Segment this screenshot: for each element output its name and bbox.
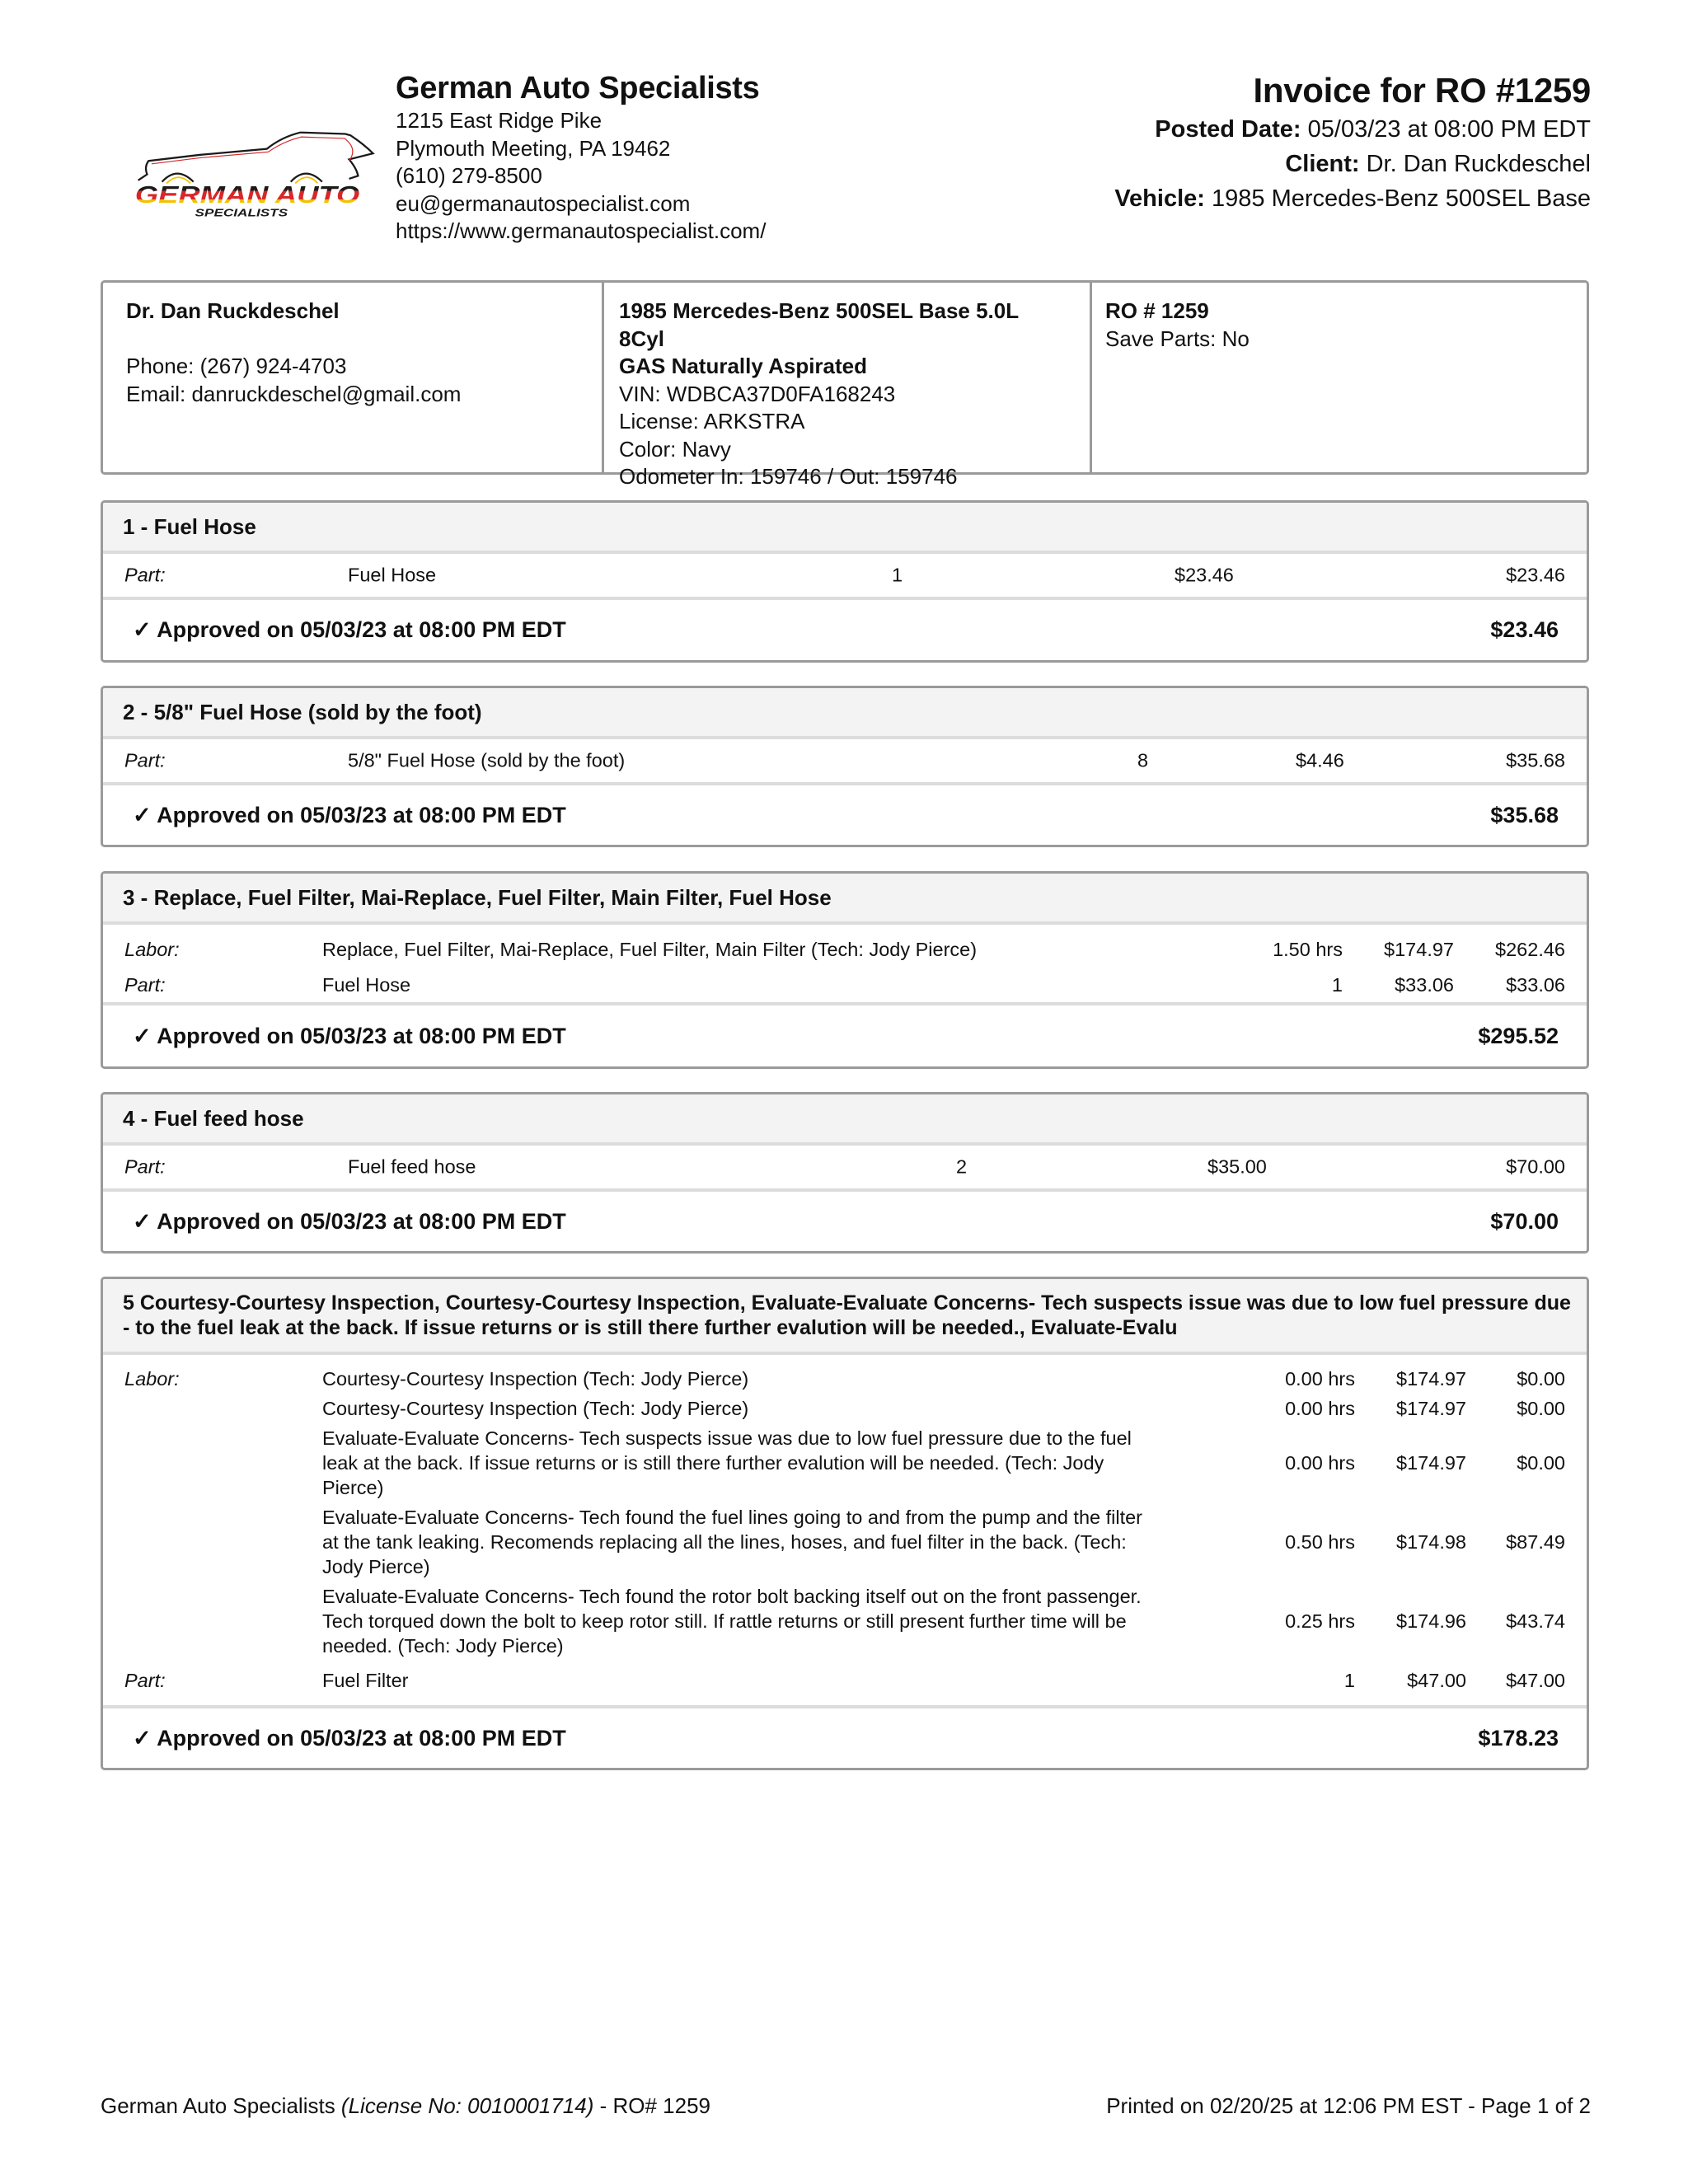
line-qty: 2: [956, 1155, 968, 1178]
line-rate: $174.96: [1396, 1610, 1466, 1632]
line-desc: Fuel Filter: [322, 1670, 409, 1691]
line-total: $43.74: [1506, 1610, 1565, 1632]
line-qty: 8: [1137, 749, 1149, 771]
vehicle-license: License: ARKSTRA: [619, 409, 805, 434]
line-total: $262.46: [1495, 939, 1565, 960]
line-desc: Evaluate-Evaluate Concerns- Tech suspects issue was due to low fuel pressure due to the fuel leak at the back. If issue returns or is still there further evalution will be needed. (Tech: Jody Pierce): [322, 1427, 1132, 1498]
job-title: 1 - Fuel Hose: [103, 503, 1587, 554]
line-desc: Evaluate-Evaluate Concerns- Tech found the rotor bolt backing itself out on the front passenger. Tech torqued down the bolt to keep rotor still. If rattle returns or still present further time will be needed. (Tech: Jody Pierce): [322, 1586, 1142, 1657]
page-footer-left: [101, 2093, 710, 2119]
line-item: [103, 739, 1587, 782]
footer-ro: - RO# 1259: [593, 2093, 711, 2118]
company-address-line2: Plymouth Meeting, PA 19462: [396, 135, 671, 161]
job-total: $178.23: [1478, 1725, 1559, 1750]
line-item: [103, 1146, 1587, 1188]
line-type: Labor:: [124, 939, 180, 960]
info-box: [101, 280, 1589, 489]
invoice-header: [1114, 69, 1591, 216]
line-rate: $174.97: [1396, 1398, 1466, 1419]
client: [1114, 147, 1591, 181]
car-outline-logo-icon: [120, 122, 377, 219]
job-total: $295.52: [1478, 1023, 1559, 1048]
svg-text:SPECIALISTS: SPECIALISTS: [195, 207, 288, 219]
job-title: 4 - Fuel feed hose: [103, 1094, 1587, 1146]
line-qty: 0.00 hrs: [1285, 1398, 1355, 1419]
company-email[interactable]: eu@germanautospecialist.com: [396, 190, 691, 216]
line-type: Part:: [124, 749, 166, 771]
line-desc: Courtesy-Courtesy Inspection (Tech: Jody Pierce): [322, 1398, 749, 1419]
company-website[interactable]: https://www.germanautospecialist.com/: [396, 218, 767, 243]
line-type: [124, 1396, 322, 1421]
vehicle-color: Color: Navy: [619, 436, 731, 462]
job-footer: [103, 785, 1587, 845]
job-section-2: [101, 686, 1589, 847]
line-type: [124, 1584, 322, 1658]
vehicle-label: Vehicle:: [1114, 185, 1205, 212]
line-total: $87.49: [1506, 1531, 1565, 1553]
job-lines: [103, 554, 1587, 600]
line-qty: 0.00 hrs: [1285, 1368, 1355, 1390]
line-total: $0.00: [1517, 1452, 1565, 1474]
company-name: German Auto Specialists: [396, 71, 760, 105]
customer-phone: Phone: (267) 924-4703: [126, 354, 347, 378]
line-rate: $47.00: [1407, 1670, 1466, 1691]
job-title-line2: - to the fuel leak at the back. If issue returns or is still there further evalution will be needed., Evaluate-Evalu: [123, 1316, 1178, 1339]
posted-date: [1114, 112, 1591, 147]
vehicle-title-line2: GAS Naturally Aspirated: [619, 354, 868, 378]
client-value: Dr. Dan Ruckdeschel: [1366, 151, 1591, 177]
line-qty: 1: [1343, 1670, 1355, 1691]
line-qty: 0.00 hrs: [1285, 1452, 1355, 1474]
line-type: Part:: [124, 1155, 166, 1178]
job-title: [103, 1279, 1587, 1355]
line-type: Labor:: [124, 1368, 180, 1390]
vehicle-odometer: Odometer In: 159746 / Out: 159746: [619, 464, 958, 489]
job-title: 2 - 5/8" Fuel Hose (sold by the foot): [103, 688, 1587, 739]
line-desc: Fuel feed hose: [348, 1155, 476, 1178]
job-section-3: [101, 871, 1589, 1069]
svg-text:GERMAN AUTO: GERMAN AUTO: [134, 182, 360, 209]
company-phone: (610) 279-8500: [396, 163, 542, 188]
line-desc: Fuel Hose: [348, 564, 437, 586]
line-rate: $35.00: [1207, 1155, 1267, 1178]
company-info: [396, 69, 766, 246]
vehicle-info: [604, 283, 1092, 489]
job-total: $70.00: [1490, 1208, 1559, 1234]
ro-number: RO # 1259: [1105, 298, 1209, 323]
line-type: Part:: [124, 564, 166, 586]
posted-date-label: Posted Date:: [1155, 116, 1301, 143]
vehicle-title-line1: 1985 Mercedes-Benz 500SEL Base 5.0L 8Cyl: [619, 298, 1019, 351]
approved-status: ✓ Approved on 05/03/23 at 08:00 PM EDT: [133, 1725, 566, 1750]
line-type: Part:: [124, 1670, 166, 1691]
job-footer: [103, 1192, 1587, 1251]
customer-name: Dr. Dan Ruckdeschel: [126, 298, 340, 323]
job-footer: [103, 600, 1587, 660]
footer-license: (License No: 0010001714): [340, 2093, 594, 2118]
company-address-line1: 1215 East Ridge Pike: [396, 108, 603, 133]
line-total: $70.00: [1506, 1155, 1565, 1178]
job-footer: [103, 1708, 1587, 1768]
page-footer-right: Printed on 02/20/25 at 12:06 PM EST - Page 1 of 2: [1106, 2093, 1591, 2118]
line-desc: 5/8" Fuel Hose (sold by the foot): [348, 749, 626, 771]
job-lines: [103, 1355, 1587, 1708]
approved-status: ✓ Approved on 05/03/23 at 08:00 PM EDT: [133, 802, 566, 827]
line-rate: $33.06: [1395, 974, 1454, 996]
line-desc: Evaluate-Evaluate Concerns- Tech found the fuel lines going to and from the pump and the filter at the tank leaking. Recomends replacing all the lines, hoses, and fuel filter in the back. (Tech: Jody Pierce): [322, 1507, 1143, 1577]
vehicle-vin: VIN: WDBCA37D0FA168243: [619, 381, 896, 406]
job-section-5: [101, 1277, 1589, 1770]
invoice-title: Invoice for RO #1259: [1253, 71, 1591, 110]
job-section-4: [101, 1092, 1589, 1254]
line-total: $35.68: [1506, 749, 1565, 771]
line-rate: $174.98: [1396, 1531, 1466, 1553]
customer-info: [103, 283, 604, 472]
line-total: $0.00: [1517, 1368, 1565, 1390]
line-type: [124, 1505, 322, 1579]
vehicle: [1114, 181, 1591, 216]
line-total: $47.00: [1506, 1670, 1565, 1691]
client-label: Client:: [1285, 151, 1360, 177]
line-rate: $4.46: [1296, 749, 1344, 771]
job-footer: [103, 1005, 1587, 1066]
line-rate: $174.97: [1384, 939, 1454, 960]
footer-company: German Auto Specialists: [101, 2093, 341, 2118]
line-rate: $174.97: [1396, 1452, 1466, 1474]
line-items-table: [103, 1366, 1587, 1693]
approved-status: ✓ Approved on 05/03/23 at 08:00 PM EDT: [133, 1023, 566, 1048]
job-lines: [103, 739, 1587, 785]
job-title: 3 - Replace, Fuel Filter, Mai-Replace, Fuel Filter, Main Filter, Fuel Hose: [103, 874, 1587, 925]
line-qty: 0.25 hrs: [1285, 1610, 1355, 1632]
job-section-1: [101, 500, 1589, 663]
line-total: $33.06: [1506, 974, 1565, 996]
posted-date-value: 05/03/23 at 08:00 PM EDT: [1307, 116, 1591, 143]
line-qty: 1: [1331, 974, 1343, 996]
approved-status: ✓ Approved on 05/03/23 at 08:00 PM EDT: [133, 617, 566, 642]
line-total: $23.46: [1506, 564, 1565, 586]
job-lines: [103, 925, 1587, 1005]
customer-email: Email: danruckdeschel@gmail.com: [126, 381, 462, 406]
job-title-line1: 5 Courtesy-Courtesy Inspection, Courtesy-Courtesy Inspection, Evaluate-Evaluate Concerns- Tech suspects issue was due to low fuel pressure due: [123, 1291, 1571, 1315]
line-total: $0.00: [1517, 1398, 1565, 1419]
line-item: [103, 554, 1587, 597]
line-rate: $23.46: [1175, 564, 1234, 586]
line-desc: Fuel Hose: [322, 974, 411, 996]
ro-info: [1092, 283, 1587, 472]
line-qty: 1: [892, 564, 903, 586]
line-desc: Courtesy-Courtesy Inspection (Tech: Jody Pierce): [322, 1368, 749, 1390]
approved-status: ✓ Approved on 05/03/23 at 08:00 PM EDT: [133, 1208, 566, 1234]
line-qty: 0.50 hrs: [1285, 1531, 1355, 1553]
company-logo: [120, 122, 377, 219]
job-total: $35.68: [1490, 802, 1559, 827]
job-total: $23.46: [1490, 617, 1559, 642]
line-desc: Replace, Fuel Filter, Mai-Replace, Fuel Filter, Main Filter (Tech: Jody Pierce): [322, 939, 978, 960]
save-parts: Save Parts: No: [1105, 326, 1250, 351]
line-items-table: [103, 931, 1587, 1002]
line-type: Part:: [124, 974, 166, 996]
vehicle-value: 1985 Mercedes-Benz 500SEL Base: [1212, 185, 1591, 212]
line-rate: $174.97: [1396, 1368, 1466, 1390]
line-type: [124, 1426, 322, 1500]
line-qty: 1.50 hrs: [1273, 939, 1343, 960]
job-lines: [103, 1146, 1587, 1192]
